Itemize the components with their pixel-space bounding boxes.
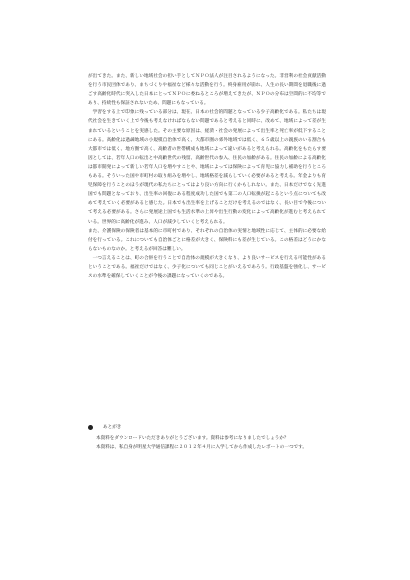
bullet-icon: [88, 425, 93, 430]
afterword-header: [88, 423, 326, 432]
paragraph-3: また、介護保険の保険者は基本的に市町村であり、それぞれの自治体の実情と地域性に応じて、主体的に必要な給付を行っている。これについても自治体ごとに格差が大きく、保険料にも差が生じている。この格差はどうにかならないものなのか。と考えるが回答は難しい。: [88, 228, 326, 252]
paragraph-2: 学習をする上で印象に残っている部分は、現在、日本の社会的問題となっている少子高齢化である。私たちは現代社会を生きていく上で今後も考えなければならない問題であると考えると同時に、改めて、地域によって差が生まれているということを実感した。その主要な原因は、経済・社会の発展によって出生率と死亡率が低下することにある。高齢化は過疎地域の小規模自治体で高く、大都市圏の郊外地域では低く、６５歳以上の親族のいる割合も大都市では低く、地方圏で高く、高齢者の世帯構成も地域によって違いがあると考えられる。高齢化をもたらす要因としては、若年人口の転出と中高齢世代の残留、高齢世代の参入、住民の加齢がある。住民の加齢による高齢化は都市開発によって新しい若年人口を増やすことや、地域によっては保険によって育児に協力し補助を行うところもある。そういった国や市町村の取り組みを増やし、地域格差を減らしていく必要があると考える。年金よりも育児保障を行うことのほうが現代の私たちにとってはより良い方向に行くかもしれない。また、日本だけでなく先進国でも問題となっており、出生率の回復にある程度成功した国でも第二の人口転換が起こるという点についても改めて考えていく必要があると感じた。日本でも出生率を上げることだけを考えるのではなく、長い目で今後について考える必要がある。さらに発展途上国でも生活水準の上昇や出生行動の変化によって高齢化が進むと考えられている。世界的に高齢化が進み、人口が減少していくと考えられる。: [88, 110, 326, 225]
afterword-title: あとがき: [103, 425, 122, 430]
afterword-line-2: 本資料は、私自身が明星大学通信課程に２０１２年４月に入学してから作成したレポートの一つです。: [96, 445, 307, 451]
paragraph-4: 一つ言えることは、町の合併を行うことで自治体の規模が大きくなり、より良いサービスを行える可能性があるということである。福祉だけではなく、少子化についても同じことがいえるであろう。行政基盤を強化し、サービスの水準を確保していくことが今後の課題になっていくのである。: [88, 255, 326, 280]
paragraph-1: が出てきた。また、新しい地域社会の担い手としてＮＰＯ法人が注目されるようになった。非営利の社会貢献活動を行う市民団体であり、まちづくりや福祉など様々な活動を行う。終身雇用が崩れ、人生の長い期間を退職後に過ごす高齢化時代に突入した日本にとってＮＰＯに委ねるところが増えてきたが、ＮＰＯの分布は空間的に不均等であり、持続性も保証されないため、問題にもなっている。: [88, 74, 326, 107]
afterword-line-1: 本資料をダウンロードいただきありがとうございます。資料は参考になりましたでしょうか？: [96, 436, 289, 442]
document-body: [88, 72, 326, 281]
afterword-section: [88, 423, 326, 452]
